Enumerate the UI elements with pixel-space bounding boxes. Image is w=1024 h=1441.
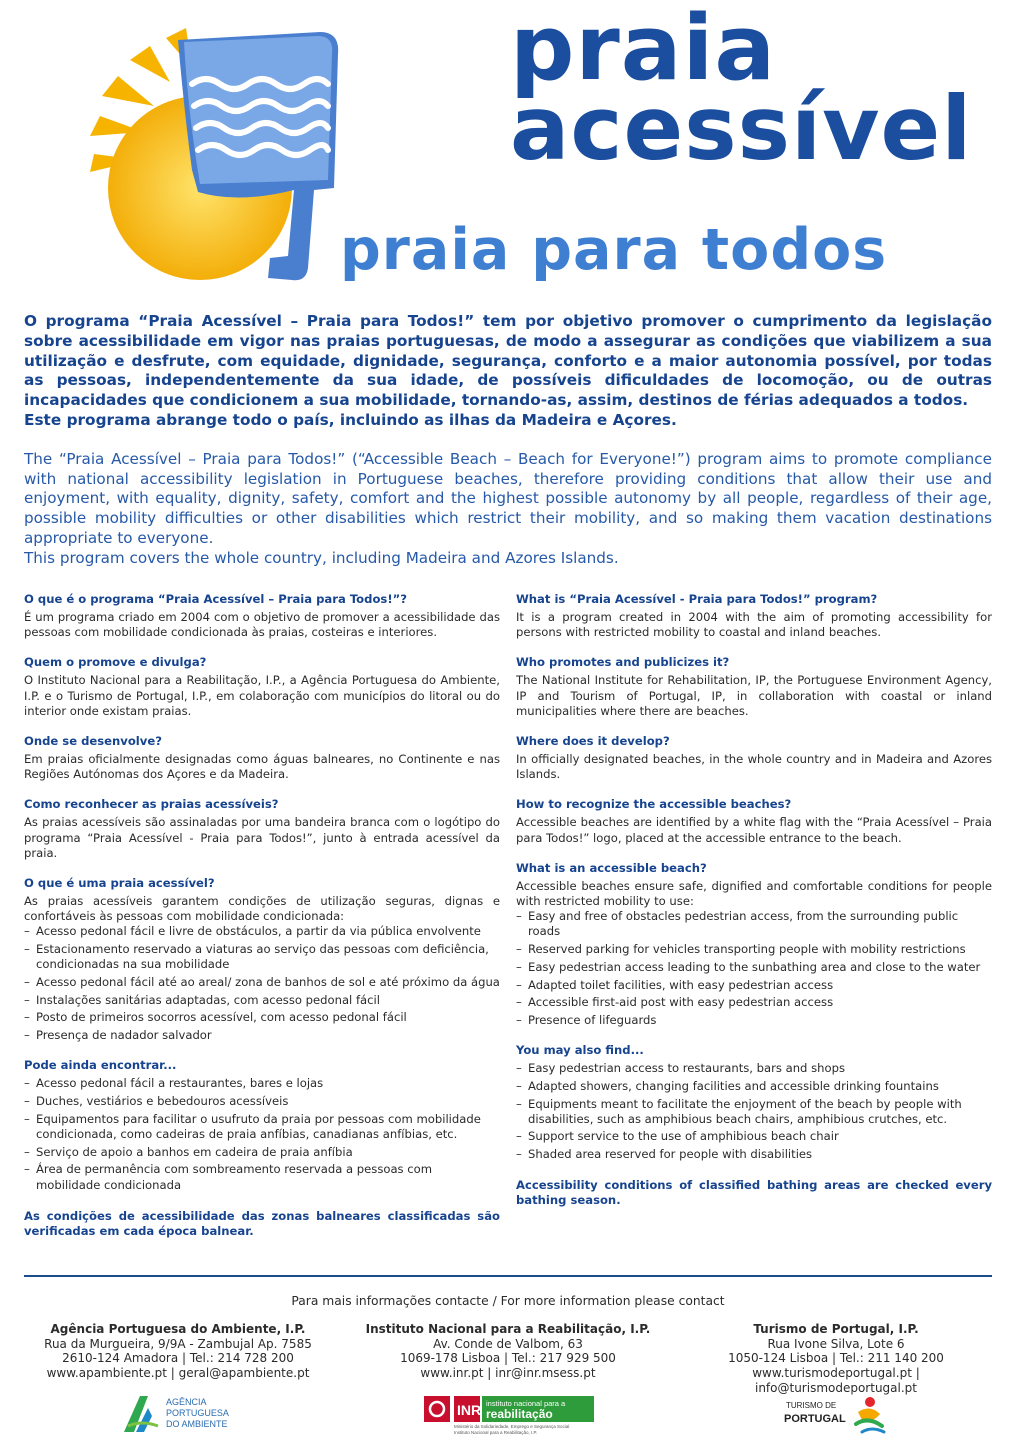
faq-answer: O Instituto Nacional para a Reabilitação, I.P., a Agência Portuguesa do Ambiente, I.P. e o Turismo de Portugal, I.P., em colaboração com municípios do litoral ou do interior onde existam praias.: [24, 673, 500, 718]
turismo-de-portugal-logo-icon: [782, 1390, 892, 1438]
faq-question: O que é uma praia acessível?: [24, 876, 215, 891]
list-item: – Adapted showers, changing facilities and accessible drinking fountains: [516, 1079, 992, 1094]
inr-logo-small: Instituto Nacional para a Reabilitação, I.P.: [454, 1430, 538, 1435]
org-name: Turismo de Portugal, I.P.: [753, 1322, 919, 1336]
list-item: – Presence of lifeguards: [516, 1013, 992, 1028]
org-web-email[interactable]: www.turismodeportugal.pt | info@turismodeportugal.pt: [752, 1366, 920, 1395]
faq-question: Pode ainda encontrar...: [24, 1058, 177, 1073]
list-item: – Presença de nadador salvador: [24, 1028, 500, 1043]
list-item: – Adapted toilet facilities, with easy pedestrian access: [516, 978, 992, 993]
faq-section: [24, 734, 500, 782]
list-item: – Acesso pedonal fácil até ao areal/ zona de banhos de sol e até próximo da água: [24, 975, 500, 990]
faq-answer: É um programa criado em 2004 com o objetivo de promover a acessibilidade das pessoas com mobilidade condicionada às praias, costeiras e interiores.: [24, 610, 500, 640]
inr-logo-line: instituto nacional para a: [486, 1399, 566, 1408]
faq-section: [516, 592, 992, 640]
apa-logo-line: AGÊNCIA: [166, 1397, 207, 1407]
list-item: – Serviço de apoio a banhos em cadeira de praia anfíbia: [24, 1145, 500, 1160]
faq-section: [516, 1043, 992, 1162]
list-item: – Shaded area reserved for people with disabilities: [516, 1147, 992, 1162]
org-address: Rua da Murgueira, 9/9A - Zambujal Ap. 7585: [44, 1336, 312, 1351]
faq-answer: As praias acessíveis são assinaladas por uma bandeira branca com o logótipo do programa “Praia Acessível - Praia para Todos!”, junto à entrada acessível da praia.: [24, 815, 500, 860]
tp-logo-line: PORTUGAL: [784, 1413, 846, 1425]
faq-answer: Em praias oficialmente designadas como águas balneares, no Continente e nas Regiões Autónomas dos Açores e da Madeira.: [24, 752, 500, 782]
faq-question: Who promotes and publicizes it?: [516, 655, 730, 670]
list-item: – Estacionamento reservado a viaturas ao serviço das pessoas com deficiência, condicionadas na sua mobilidade: [24, 942, 500, 972]
org-city-phone: 1050-124 Lisboa | Tel.: 211 140 200: [728, 1351, 944, 1366]
inspection-note: As condições de acessibilidade das zonas balneares classificadas são verificadas em cada época balnear.: [24, 1208, 500, 1238]
faq-question: Onde se desenvolve?: [24, 734, 162, 749]
inspection-note: Accessibility conditions of classified bathing areas are checked every bathing season.: [516, 1178, 992, 1208]
org-name: Instituto Nacional para a Reabilitação, I.P.: [365, 1322, 651, 1336]
contact-heading: Para mais informações contacte / For more information please contact: [291, 1294, 725, 1308]
intro-portuguese: [24, 312, 992, 431]
faq-answer: In officially designated beaches, in the whole country and in Madeira and Azores Islands.: [516, 752, 992, 782]
faq-section: [24, 655, 500, 719]
org-address: Av. Conde de Valbom, 63: [433, 1336, 583, 1351]
inr-logo-small: Ministério da Solidariedade, Emprego e Segurança Social: [454, 1424, 570, 1429]
inr-logo-icon: [424, 1392, 596, 1436]
intro-en-coverage: This program covers the whole country, including Madeira and Azores Islands.: [24, 548, 619, 567]
faq-question: How to recognize the accessible beaches?: [516, 797, 792, 812]
inr-logo-line: reabilitação: [486, 1407, 553, 1421]
faq-section: [24, 1058, 500, 1192]
faq-question: What is an accessible beach?: [516, 860, 707, 875]
praia-acessivel-logo-icon: [88, 20, 358, 290]
faq-answer: It is a program created in 2004 with the aim of promoting accessibility for persons with restricted mobility to coastal and inland beaches.: [516, 610, 992, 640]
faq-answer: Accessible beaches ensure safe, dignified and comfortable conditions for people with restricted mobility to use:: [516, 878, 992, 909]
faq-section: [24, 797, 500, 861]
faq-question: Where does it develop?: [516, 734, 670, 749]
footer-divider: [24, 1275, 992, 1277]
apa-logo-line: DO AMBIENTE: [166, 1419, 228, 1429]
intro-english: [24, 450, 992, 568]
subtitle-praia-para-todos: praia para todos: [340, 217, 888, 283]
list-item: – Easy pedestrian access to restaurants, bars and shops: [516, 1061, 992, 1076]
bullet-list: [516, 1061, 992, 1162]
faq-english-column: [516, 592, 992, 1208]
faq-question: O que é o programa “Praia Acessível – Praia para Todos!”?: [24, 592, 407, 606]
faq-portuguese-column: [24, 592, 500, 1239]
faq-answer: The National Institute for Rehabilitation, IP, the Portuguese Environment Agency, IP and Tourism of Portugal, IP, in collaboration with coastal or inland municipalities where there are beaches.: [516, 673, 992, 718]
svg-text:INR: INR: [457, 1402, 482, 1418]
org-city-phone: 1069-178 Lisboa | Tel.: 217 929 500: [400, 1351, 616, 1366]
bullet-list: [516, 909, 992, 1028]
faq-section: [24, 592, 500, 640]
contact-inr: [348, 1322, 668, 1381]
bullet-list: [24, 924, 500, 1043]
faq-section: [516, 734, 992, 782]
contact-apa: [18, 1322, 338, 1381]
list-item: – Accessible first-aid post with easy pedestrian access: [516, 995, 992, 1010]
intro-en-paragraph: The “Praia Acessível – Praia para Todos!” (“Accessible Beach – Beach for Everyone!”) program aims to promote compliance with national accessibility legislation in Portuguese beaches, therefore providing conditions that allow their use and enjoyment, with equality, dignity, safety, comfort and the highest possible autonomy by all people, regardless of their age, possible mobility difficulties or other disabilities which restrict their mobility, and so making them vacation destinations appropriate to everyone.: [24, 450, 992, 547]
list-item: – Área de permanência com sombreamento reservada a pessoas com mobilidade condicionada: [24, 1162, 500, 1192]
intro-pt-paragraph: O programa “Praia Acessível – Praia para Todos!” tem por objetivo promover o cumprimento da legislação sobre acessibilidade em vigor nas praias portuguesas, de modo a assegurar as condições que viabilizem a sua utilização e desfrute, com equidade, dignidade, segurança, conforto e a maior autonomia possível, por todas as pessoas, independentemente da sua idade, de possíveis dificuldades de locomoção, ou de outras incapacidades que condicionem a sua mobilidade, tornando-as, assim, destinos de férias adequados a todos.: [24, 312, 992, 410]
list-item: – Acesso pedonal fácil a restaurantes, bares e lojas: [24, 1076, 500, 1091]
list-item: – Reserved parking for vehicles transporting people with mobility restrictions: [516, 942, 992, 957]
list-item: – Posto de primeiros socorros acessível, com acesso pedonal fácil: [24, 1010, 500, 1025]
faq-question: What is “Praia Acessível - Praia para Todos!” program?: [516, 592, 878, 606]
list-item: – Instalações sanitárias adaptadas, com acesso pedonal fácil: [24, 993, 500, 1008]
org-web-email[interactable]: www.inr.pt | inr@inr.msess.pt: [420, 1366, 596, 1381]
title-acessivel: acessível: [510, 77, 973, 180]
list-item: – Support service to the use of amphibious beach chair: [516, 1129, 992, 1144]
faq-section: [24, 876, 500, 1043]
faq-question: Quem o promove e divulga?: [24, 655, 207, 670]
faq-question: You may also find...: [516, 1043, 644, 1058]
list-item: – Easy pedestrian access leading to the sunbathing area and close to the water: [516, 960, 992, 975]
list-item: – Easy and free of obstacles pedestrian access, from the surrounding public roads: [516, 909, 992, 939]
org-address: Rua Ivone Silva, Lote 6: [767, 1336, 905, 1351]
contact-turismo: [676, 1322, 996, 1396]
org-name: Agência Portuguesa do Ambiente, I.P.: [50, 1322, 306, 1336]
faq-section: [516, 655, 992, 719]
faq-section: [516, 861, 992, 1028]
apa-logo-line: PORTUGUESA: [166, 1408, 229, 1418]
title-praia: praia: [510, 0, 777, 101]
org-web-email[interactable]: www.apambiente.pt | geral@apambiente.pt: [46, 1366, 310, 1381]
faq-answer: As praias acessíveis garantem condições de utilização seguras, dignas e confortáveis às pessoas com mobilidade condicionada:: [24, 894, 500, 924]
tp-logo-line: TURISMO DE: [786, 1401, 837, 1410]
apa-logo-icon: [118, 1392, 248, 1436]
list-item: – Equipamentos para facilitar o usufruto da praia por pessoas com mobilidade condicionada, como cadeiras de praia anfíbias, canadianas anfíbias, etc.: [24, 1112, 500, 1142]
list-item: – Duches, vestiários e bebedouros acessíveis: [24, 1094, 500, 1109]
bullet-list: [24, 1076, 500, 1192]
faq-question: Como reconhecer as praias acessíveis?: [24, 797, 279, 812]
faq-answer: Accessible beaches are identified by a white flag with the “Praia Acessível – Praia para Todos!” logo, placed at the accessible entrance to the beach.: [516, 815, 992, 845]
org-city-phone: 2610-124 Amadora | Tel.: 214 728 200: [62, 1351, 294, 1366]
list-item: – Equipments meant to facilitate the enjoyment of the beach by people with disabilities, such as amphibious beach chairs, amphibious crutches, etc.: [516, 1097, 992, 1127]
list-item: – Acesso pedonal fácil e livre de obstáculos, a partir da via pública envolvente: [24, 924, 500, 939]
faq-section: [516, 797, 992, 845]
intro-pt-coverage: Este programa abrange todo o país, incluindo as ilhas da Madeira e Açores.: [24, 410, 677, 429]
